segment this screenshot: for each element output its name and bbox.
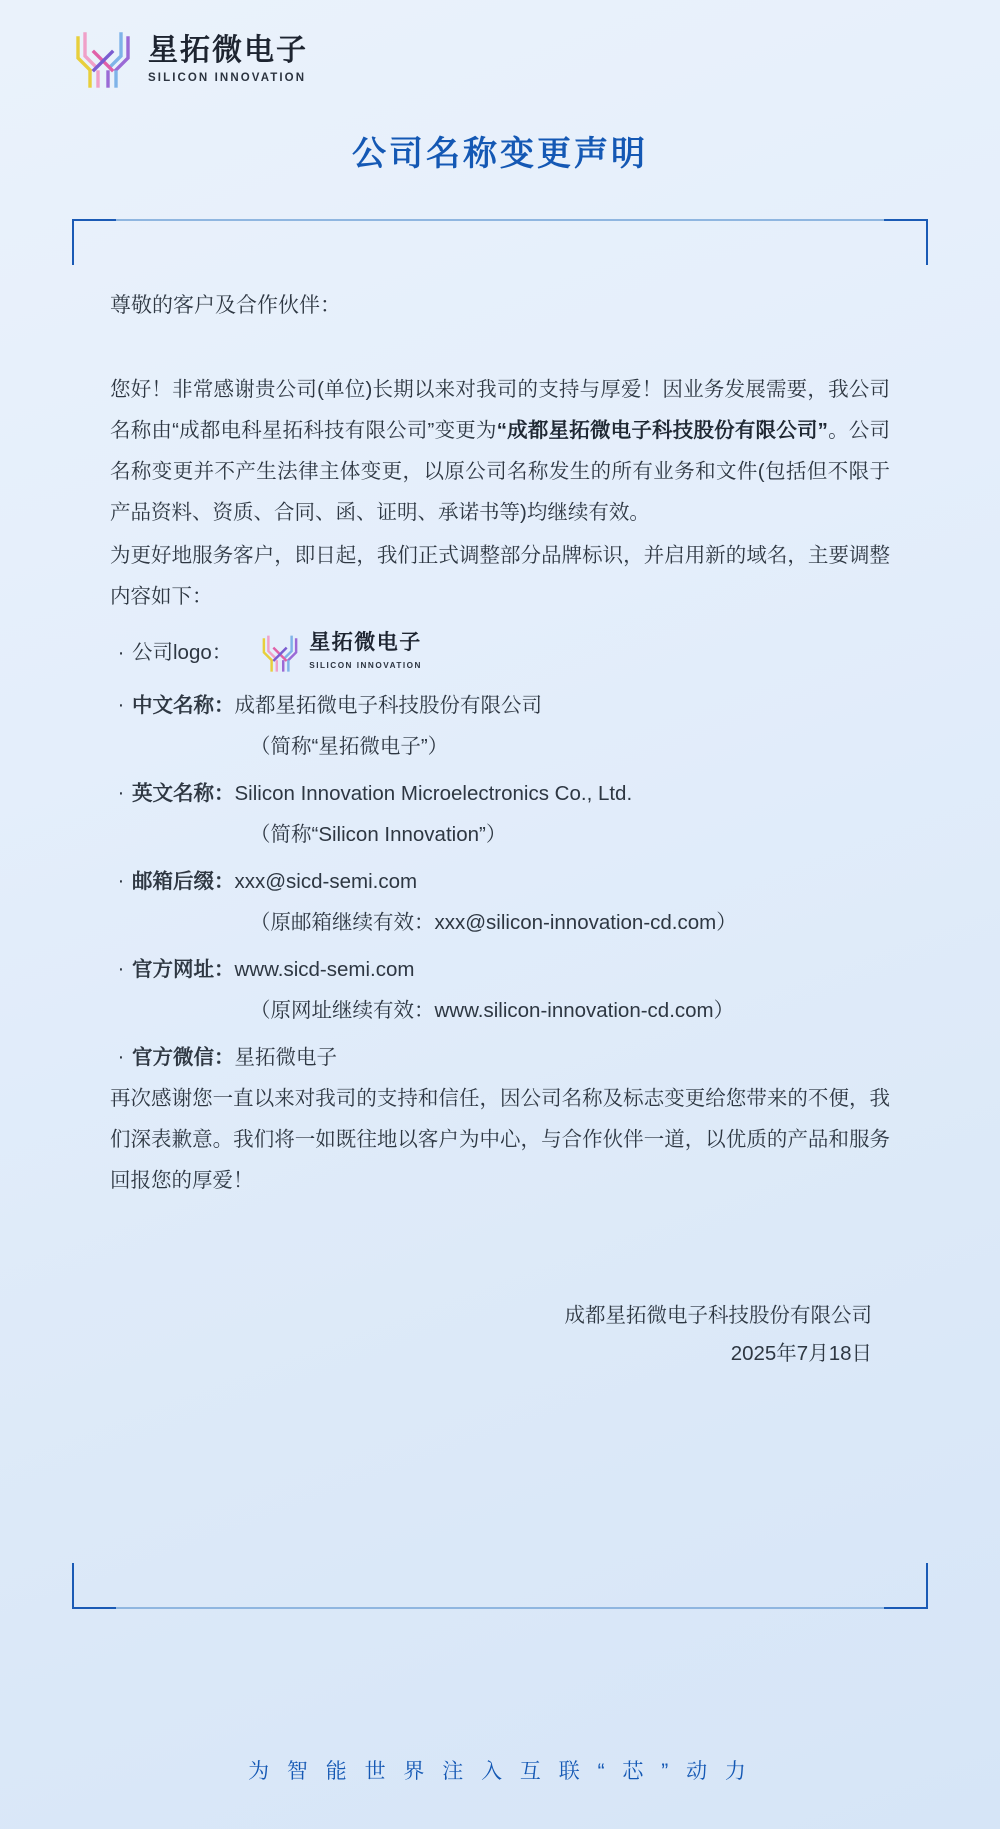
inline-logo-chinese-name: 星拓微电子 <box>309 631 422 654</box>
logo-mark-icon-small <box>260 633 300 673</box>
inline-logo-english-name: SILICON INNOVATION <box>309 661 422 671</box>
list-item-wechat-label: 官方微信： <box>132 1045 235 1069</box>
bullet-icon: · <box>117 693 125 716</box>
bullet-icon: · <box>117 957 125 980</box>
paragraph-1-part-a: 您好！非常感谢贵公司(单位)长期以来对我司的支持与厚爱！因业务发展需要，我公司名称由“成都电科星拓科技有限公司”变更为 <box>110 378 890 442</box>
inline-company-logo <box>260 631 422 675</box>
list-item-website-label: 官方网址： <box>132 957 235 981</box>
closing-paragraph: 再次感谢您一直以来对我司的支持和信任，因公司名称及标志变更给您带来的不便，我们深表歉意。我们将一如既往地以客户为中心，与合作伙伴一道，以优质的产品和服务回报您的厚爱！ <box>110 1086 890 1192</box>
card-bottom-edge <box>116 1607 884 1609</box>
list-item-wechat <box>110 1037 890 1078</box>
paragraph-1-part-b: 。公司名称变更并不产生法律主体变更，以原公司名称发生的所有业务和文件(包括但不限于产品资料、资质、合同、函、证明、承诺书等)均继续有效。 <box>110 419 891 524</box>
list-item-english-name-value: Silicon Innovation Microelectronics Co., Ltd. <box>234 781 633 805</box>
logo-mark-icon <box>72 28 134 90</box>
list-item-english-name-sub: （简称“Silicon Innovation”） <box>250 822 507 846</box>
list-item-chinese-name-sub: （简称“星拓微电子”） <box>250 734 449 758</box>
list-item-logo <box>110 631 890 675</box>
letter-body <box>72 219 928 1374</box>
corner-bottom-left <box>72 1563 118 1609</box>
list-item-email-suffix <box>110 861 890 902</box>
bullet-icon: · <box>117 869 125 892</box>
card-top-edge <box>116 219 884 221</box>
list-item-chinese-name <box>110 685 890 726</box>
list-item-english-name-label: 英文名称： <box>132 781 235 805</box>
list-item-email-suffix-sub: （原邮箱继续有效：xxx@silicon-innovation-cd.com） <box>250 910 737 934</box>
signature-date: 2025年7月18日 <box>730 1342 872 1366</box>
list-item-website <box>110 949 890 990</box>
new-company-name: “成都星拓微电子科技股份有限公司” <box>496 419 828 442</box>
signature-block <box>110 1297 890 1375</box>
list-item-email-suffix-label: 邮箱后缀： <box>132 869 235 893</box>
page-title: 公司名称变更声明 <box>352 135 648 173</box>
paragraph-2: 为更好地服务客户，即日起，我们正式调整部分品牌标识，并启用新的域名，主要调整内容如下： <box>110 544 890 608</box>
corner-bottom-right <box>882 1563 928 1609</box>
salutation: 尊敬的客户及合作伙伴： <box>110 294 341 317</box>
list-item-english-name <box>110 773 890 814</box>
list-item-wechat-value: 星拓微电子 <box>234 1045 337 1069</box>
bullet-icon: · <box>117 1045 125 1068</box>
signature-company: 成都星拓微电子科技股份有限公司 <box>564 1303 872 1327</box>
list-item-website-sub: （原网址继续有效：www.silicon-innovation-cd.com） <box>250 998 735 1022</box>
list-item-email-suffix-value: xxx@sicd-semi.com <box>234 869 418 893</box>
bullet-icon: · <box>117 781 125 804</box>
bullet-icon: · <box>117 641 125 665</box>
footer-slogan: 为 智 能 世 界 注 入 互 联 “ 芯 ” 动 力 <box>248 1760 752 1783</box>
logo-chinese-name: 星拓微电子 <box>148 34 308 68</box>
page-header <box>0 0 1000 90</box>
paragraph-1 <box>110 369 890 533</box>
corner-top-right <box>882 219 928 265</box>
company-logo <box>72 28 308 90</box>
list-item-chinese-name-label: 中文名称： <box>132 693 235 717</box>
statement-card <box>72 219 928 1609</box>
list-item-website-value: www.sicd-semi.com <box>234 957 415 981</box>
list-item-chinese-name-value: 成都星拓微电子科技股份有限公司 <box>234 693 542 717</box>
corner-top-left <box>72 219 118 265</box>
logo-english-name: SILICON INNOVATION <box>148 71 307 84</box>
list-item-logo-label: 公司logo： <box>132 641 233 665</box>
